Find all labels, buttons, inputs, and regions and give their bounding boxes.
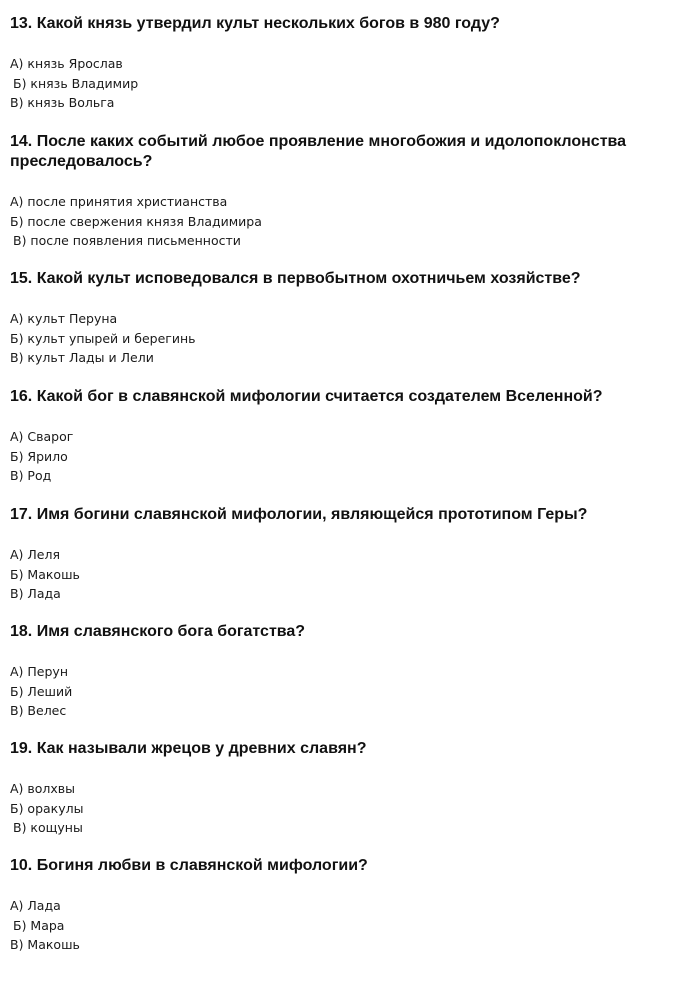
- answer-list: [10, 309, 680, 368]
- answer-option: Б) оракулы: [10, 800, 84, 816]
- question-14: [10, 132, 680, 251]
- answer-option: А) после принятия христианства: [10, 194, 228, 209]
- question-13: [10, 14, 680, 113]
- question-15: [10, 269, 680, 368]
- answer-option: А) Сварог: [10, 429, 74, 444]
- answer-option: А) Перун: [10, 664, 68, 679]
- question-title: 13. Какой князь утвердил культ нескольких богов в 980 году?: [10, 15, 500, 32]
- question-title: 18. Имя славянского бога богатства?: [10, 623, 306, 640]
- question-10: [10, 856, 680, 955]
- question-18: [10, 622, 680, 721]
- answer-option: А) волхвы: [10, 781, 76, 796]
- answer-option: В) князь Вольга: [10, 95, 115, 110]
- answer-list: [10, 427, 680, 486]
- answer-option: А) Леля: [10, 547, 60, 562]
- question-19: [10, 739, 680, 838]
- answer-option: А) князь Ярослав: [10, 56, 123, 71]
- answer-option: В) Макошь: [10, 937, 80, 952]
- answer-option: Б) культ упырей и берегинь: [10, 330, 196, 346]
- answer-option: Б) Ярило: [10, 448, 68, 464]
- answer-option: А) культ Перуна: [10, 311, 118, 326]
- answer-option: В) после появления письменности: [13, 233, 241, 248]
- question-title: 14. После каких событий любое проявление многобожия и идолопоклонства преследовалось?: [10, 133, 627, 170]
- answer-option: Б) Макошь: [10, 566, 80, 582]
- answer-list: [10, 54, 680, 113]
- answer-option: Б) Леший: [10, 683, 73, 699]
- answer-option: В) Род: [10, 468, 52, 483]
- answer-option: В) культ Лады и Лели: [10, 350, 154, 365]
- question-16: [10, 387, 680, 486]
- question-title: 10. Богиня любви в славянской мифологии?: [10, 857, 368, 874]
- question-title: 19. Как называли жрецов у древних славян?: [10, 740, 367, 757]
- answer-option: В) Лада: [10, 586, 61, 601]
- question-title: 17. Имя богини славянской мифологии, являющейся прототипом Геры?: [10, 506, 588, 523]
- answer-list: [10, 896, 680, 955]
- answer-list: [10, 662, 680, 721]
- answer-option: Б) князь Владимир: [13, 75, 139, 91]
- answer-option: Б) Мара: [13, 917, 65, 933]
- answer-option: Б) после свержения князя Владимира: [10, 213, 262, 229]
- answer-list: [10, 192, 680, 251]
- answer-list: [10, 779, 680, 838]
- question-title: 16. Какой бог в славянской мифологии считается создателем Вселенной?: [10, 388, 603, 405]
- answer-list: [10, 545, 680, 604]
- question-title: 15. Какой культ исповедовался в первобытном охотничьем хозяйстве?: [10, 270, 581, 287]
- answer-option: В) Велес: [10, 703, 67, 718]
- answer-option: В) кощуны: [13, 820, 83, 835]
- question-17: [10, 505, 680, 604]
- answer-option: А) Лада: [10, 898, 61, 913]
